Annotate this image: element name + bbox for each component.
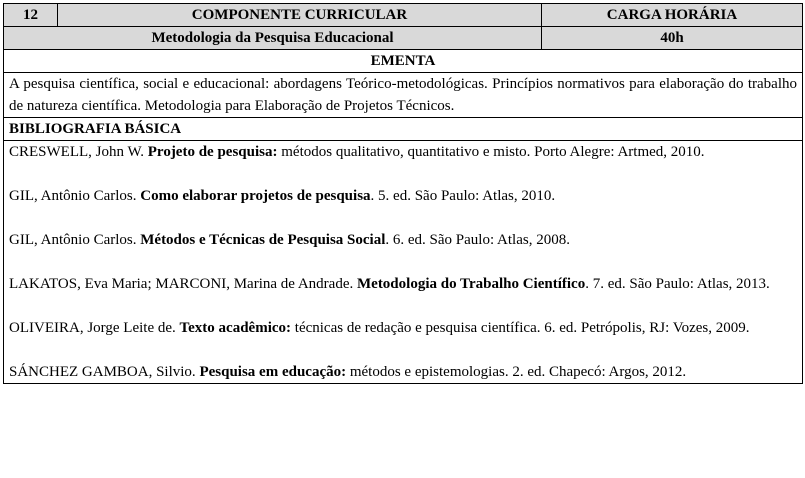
ementa-text: A pesquisa científica, social e educacional: abordagens Teórico-metodológicas. Princípios normativos para elaboração do trabalho de natureza científica. Metodologia para Elaboração de Projetos Técnicos. — [4, 73, 803, 118]
reference-author: CRESWELL, John W. — [9, 144, 148, 160]
reference-item — [9, 185, 797, 207]
hours-label: CARGA HORÁRIA — [542, 4, 803, 27]
reference-details: . 6. ed. São Paulo: Atlas, 2008. — [385, 232, 570, 248]
component-number: 12 — [4, 4, 58, 27]
reference-details: . 5. ed. São Paulo: Atlas, 2010. — [370, 188, 556, 204]
reference-title: Pesquisa em educação: — [199, 364, 347, 380]
bibliografia-refs-row — [4, 141, 803, 384]
ementa-text-row — [4, 73, 803, 118]
ementa-title: EMENTA — [4, 50, 803, 73]
course-row — [4, 27, 803, 50]
reference-title: Projeto de pesquisa: — [147, 144, 278, 160]
reference-item — [9, 273, 797, 295]
reference-author: SÁNCHEZ GAMBOA, Silvio. — [9, 364, 200, 380]
reference-title: Métodos e Técnicas de Pesquisa Social — [140, 232, 386, 248]
reference-item — [9, 361, 797, 383]
curriculum-table — [3, 3, 803, 384]
reference-author: GIL, Antônio Carlos. — [9, 188, 141, 204]
reference-item — [9, 229, 797, 251]
header-row — [4, 4, 803, 27]
reference-details: técnicas de redação e pesquisa científica. 6. ed. Petrópolis, RJ: Vozes, 2009. — [291, 320, 750, 336]
reference-title: Como elaborar projetos de pesquisa — [140, 188, 371, 204]
reference-spacer — [9, 207, 797, 229]
reference-author: GIL, Antônio Carlos. — [9, 232, 141, 248]
ementa-title-row — [4, 50, 803, 73]
component-label: COMPONENTE CURRICULAR — [58, 4, 542, 27]
reference-author: LAKATOS, Eva Maria; MARCONI, Marina de Andrade. — [9, 276, 357, 292]
reference-item — [9, 317, 797, 339]
bibliografia-title: BIBLIOGRAFIA BÁSICA — [4, 118, 803, 141]
reference-item — [9, 141, 797, 163]
reference-title: Texto acadêmico: — [179, 320, 292, 336]
course-hours: 40h — [542, 27, 803, 50]
course-name: Metodologia da Pesquisa Educacional — [4, 27, 542, 50]
reference-spacer — [9, 295, 797, 317]
reference-title: Metodologia do Trabalho Científico — [357, 276, 586, 292]
reference-spacer — [9, 163, 797, 185]
references-list — [4, 141, 803, 384]
reference-details: métodos e epistemologias. 2. ed. Chapecó: Argos, 2012. — [346, 364, 687, 380]
bibliografia-title-row — [4, 118, 803, 141]
reference-details: . 7. ed. São Paulo: Atlas, 2013. — [585, 276, 770, 292]
reference-author: OLIVEIRA, Jorge Leite de. — [9, 320, 180, 336]
reference-spacer — [9, 339, 797, 361]
reference-details: métodos qualitativo, quantitativo e misto. Porto Alegre: Artmed, 2010. — [277, 144, 705, 160]
reference-spacer — [9, 251, 797, 273]
